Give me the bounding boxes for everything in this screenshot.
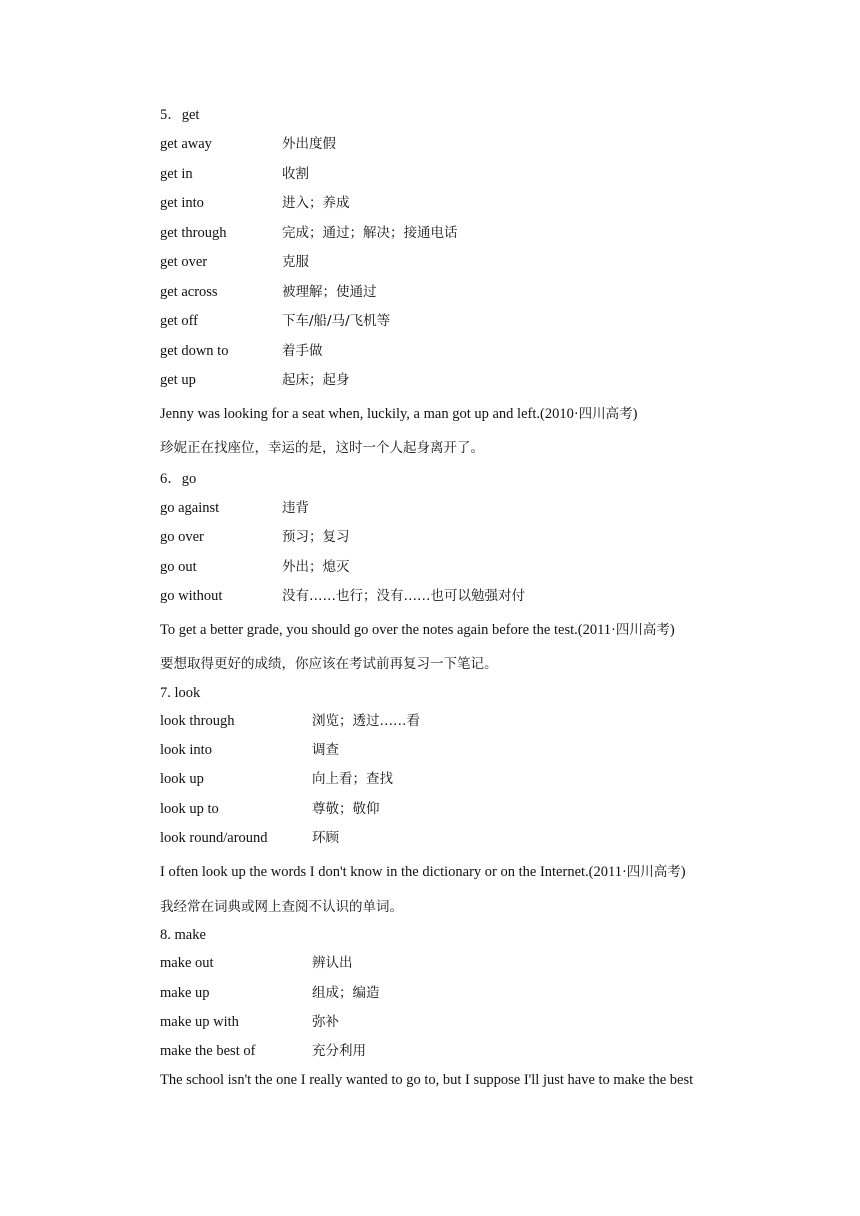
example-source: 四川高考 bbox=[578, 406, 633, 422]
example-text: I often look up the words I don't know in the dictionary or on the Internet.(2011· bbox=[160, 864, 627, 880]
phrase-definition: 进入；养成 bbox=[282, 195, 350, 211]
example-source: 四川高考 bbox=[626, 864, 681, 880]
phrase-term: go over bbox=[160, 529, 204, 545]
example-sentence-en bbox=[160, 863, 686, 881]
phrase-term: get over bbox=[160, 254, 208, 270]
example-close-paren: ) bbox=[669, 622, 675, 638]
section-heading-look: 7. look bbox=[160, 685, 201, 701]
phrase-term: go without bbox=[160, 588, 223, 604]
example-sentence-en bbox=[160, 621, 675, 639]
phrase-definition: 没有……也行；没有……也可以勉强对付 bbox=[282, 588, 525, 604]
phrase-definition: 环顾 bbox=[312, 830, 339, 846]
phrase-definition: 预习；复习 bbox=[282, 529, 350, 545]
phrase-definition: 组成；编造 bbox=[312, 985, 380, 1001]
section-heading-go: 6．go bbox=[160, 471, 197, 487]
phrase-term: look up bbox=[160, 771, 204, 787]
phrase-term: look into bbox=[160, 742, 212, 758]
phrase-term: make up bbox=[160, 985, 210, 1001]
phrase-definition: 起床；起身 bbox=[282, 372, 350, 388]
phrase-definition: 调查 bbox=[312, 742, 339, 758]
phrase-term: make up with bbox=[160, 1014, 239, 1030]
phrase-term: get away bbox=[160, 136, 212, 152]
example-sentence-en: The school isn't the one I really wanted to go to, but I suppose I'll just have to make the best bbox=[160, 1072, 694, 1088]
phrase-definition: 弥补 bbox=[312, 1014, 339, 1030]
phrase-term: get in bbox=[160, 166, 193, 182]
example-close-paren: ) bbox=[680, 864, 686, 880]
example-text: To get a better grade, you should go over the notes again before the test.(2011· bbox=[160, 622, 616, 638]
phrase-definition: 完成；通过；解决；接通电话 bbox=[282, 225, 458, 241]
phrase-definition: 违背 bbox=[282, 500, 309, 516]
phrase-term: get up bbox=[160, 372, 196, 388]
phrase-term: look up to bbox=[160, 801, 219, 817]
example-sentence-cn: 要想取得更好的成绩，你应该在考试前再复习一下笔记。 bbox=[160, 656, 498, 672]
phrase-definition: 收割 bbox=[282, 166, 309, 182]
section-heading-make: 8. make bbox=[160, 927, 206, 943]
phrase-definition: 被理解；使通过 bbox=[282, 284, 377, 300]
phrase-term: get into bbox=[160, 195, 204, 211]
phrase-term: get down to bbox=[160, 343, 229, 359]
example-text: Jenny was looking for a seat when, luckily, a man got up and left.(2010· bbox=[160, 406, 579, 422]
phrase-term: get across bbox=[160, 284, 218, 300]
example-source: 四川高考 bbox=[615, 622, 670, 638]
phrase-term: make the best of bbox=[160, 1043, 256, 1059]
phrase-term: go out bbox=[160, 559, 197, 575]
phrase-definition: 向上看；查找 bbox=[312, 771, 393, 787]
phrase-definition: 浏览；透过……看 bbox=[312, 713, 420, 729]
phrase-term: get off bbox=[160, 313, 198, 329]
phrase-definition: 外出度假 bbox=[282, 136, 336, 152]
phrase-term: look through bbox=[160, 713, 235, 729]
phrase-definition: 下车/船/马/飞机等 bbox=[282, 313, 391, 329]
section-heading-get: 5．get bbox=[160, 107, 200, 123]
example-close-paren: ) bbox=[632, 406, 638, 422]
phrase-definition: 辨认出 bbox=[312, 955, 353, 971]
phrase-term: look round/around bbox=[160, 830, 268, 846]
phrase-term: go against bbox=[160, 500, 220, 516]
phrase-definition: 尊敬；敬仰 bbox=[312, 801, 380, 817]
example-sentence-en bbox=[160, 405, 638, 423]
phrase-definition: 克服 bbox=[282, 254, 309, 270]
phrase-definition: 着手做 bbox=[282, 343, 323, 359]
phrase-definition: 外出；熄灭 bbox=[282, 559, 350, 575]
example-sentence-cn: 珍妮正在找座位，幸运的是，这时一个人起身离开了。 bbox=[160, 440, 484, 456]
phrase-definition: 充分利用 bbox=[312, 1043, 366, 1059]
phrase-term: get through bbox=[160, 225, 227, 241]
phrase-term: make out bbox=[160, 955, 214, 971]
example-sentence-cn: 我经常在词典或网上查阅不认识的单词。 bbox=[160, 899, 403, 915]
